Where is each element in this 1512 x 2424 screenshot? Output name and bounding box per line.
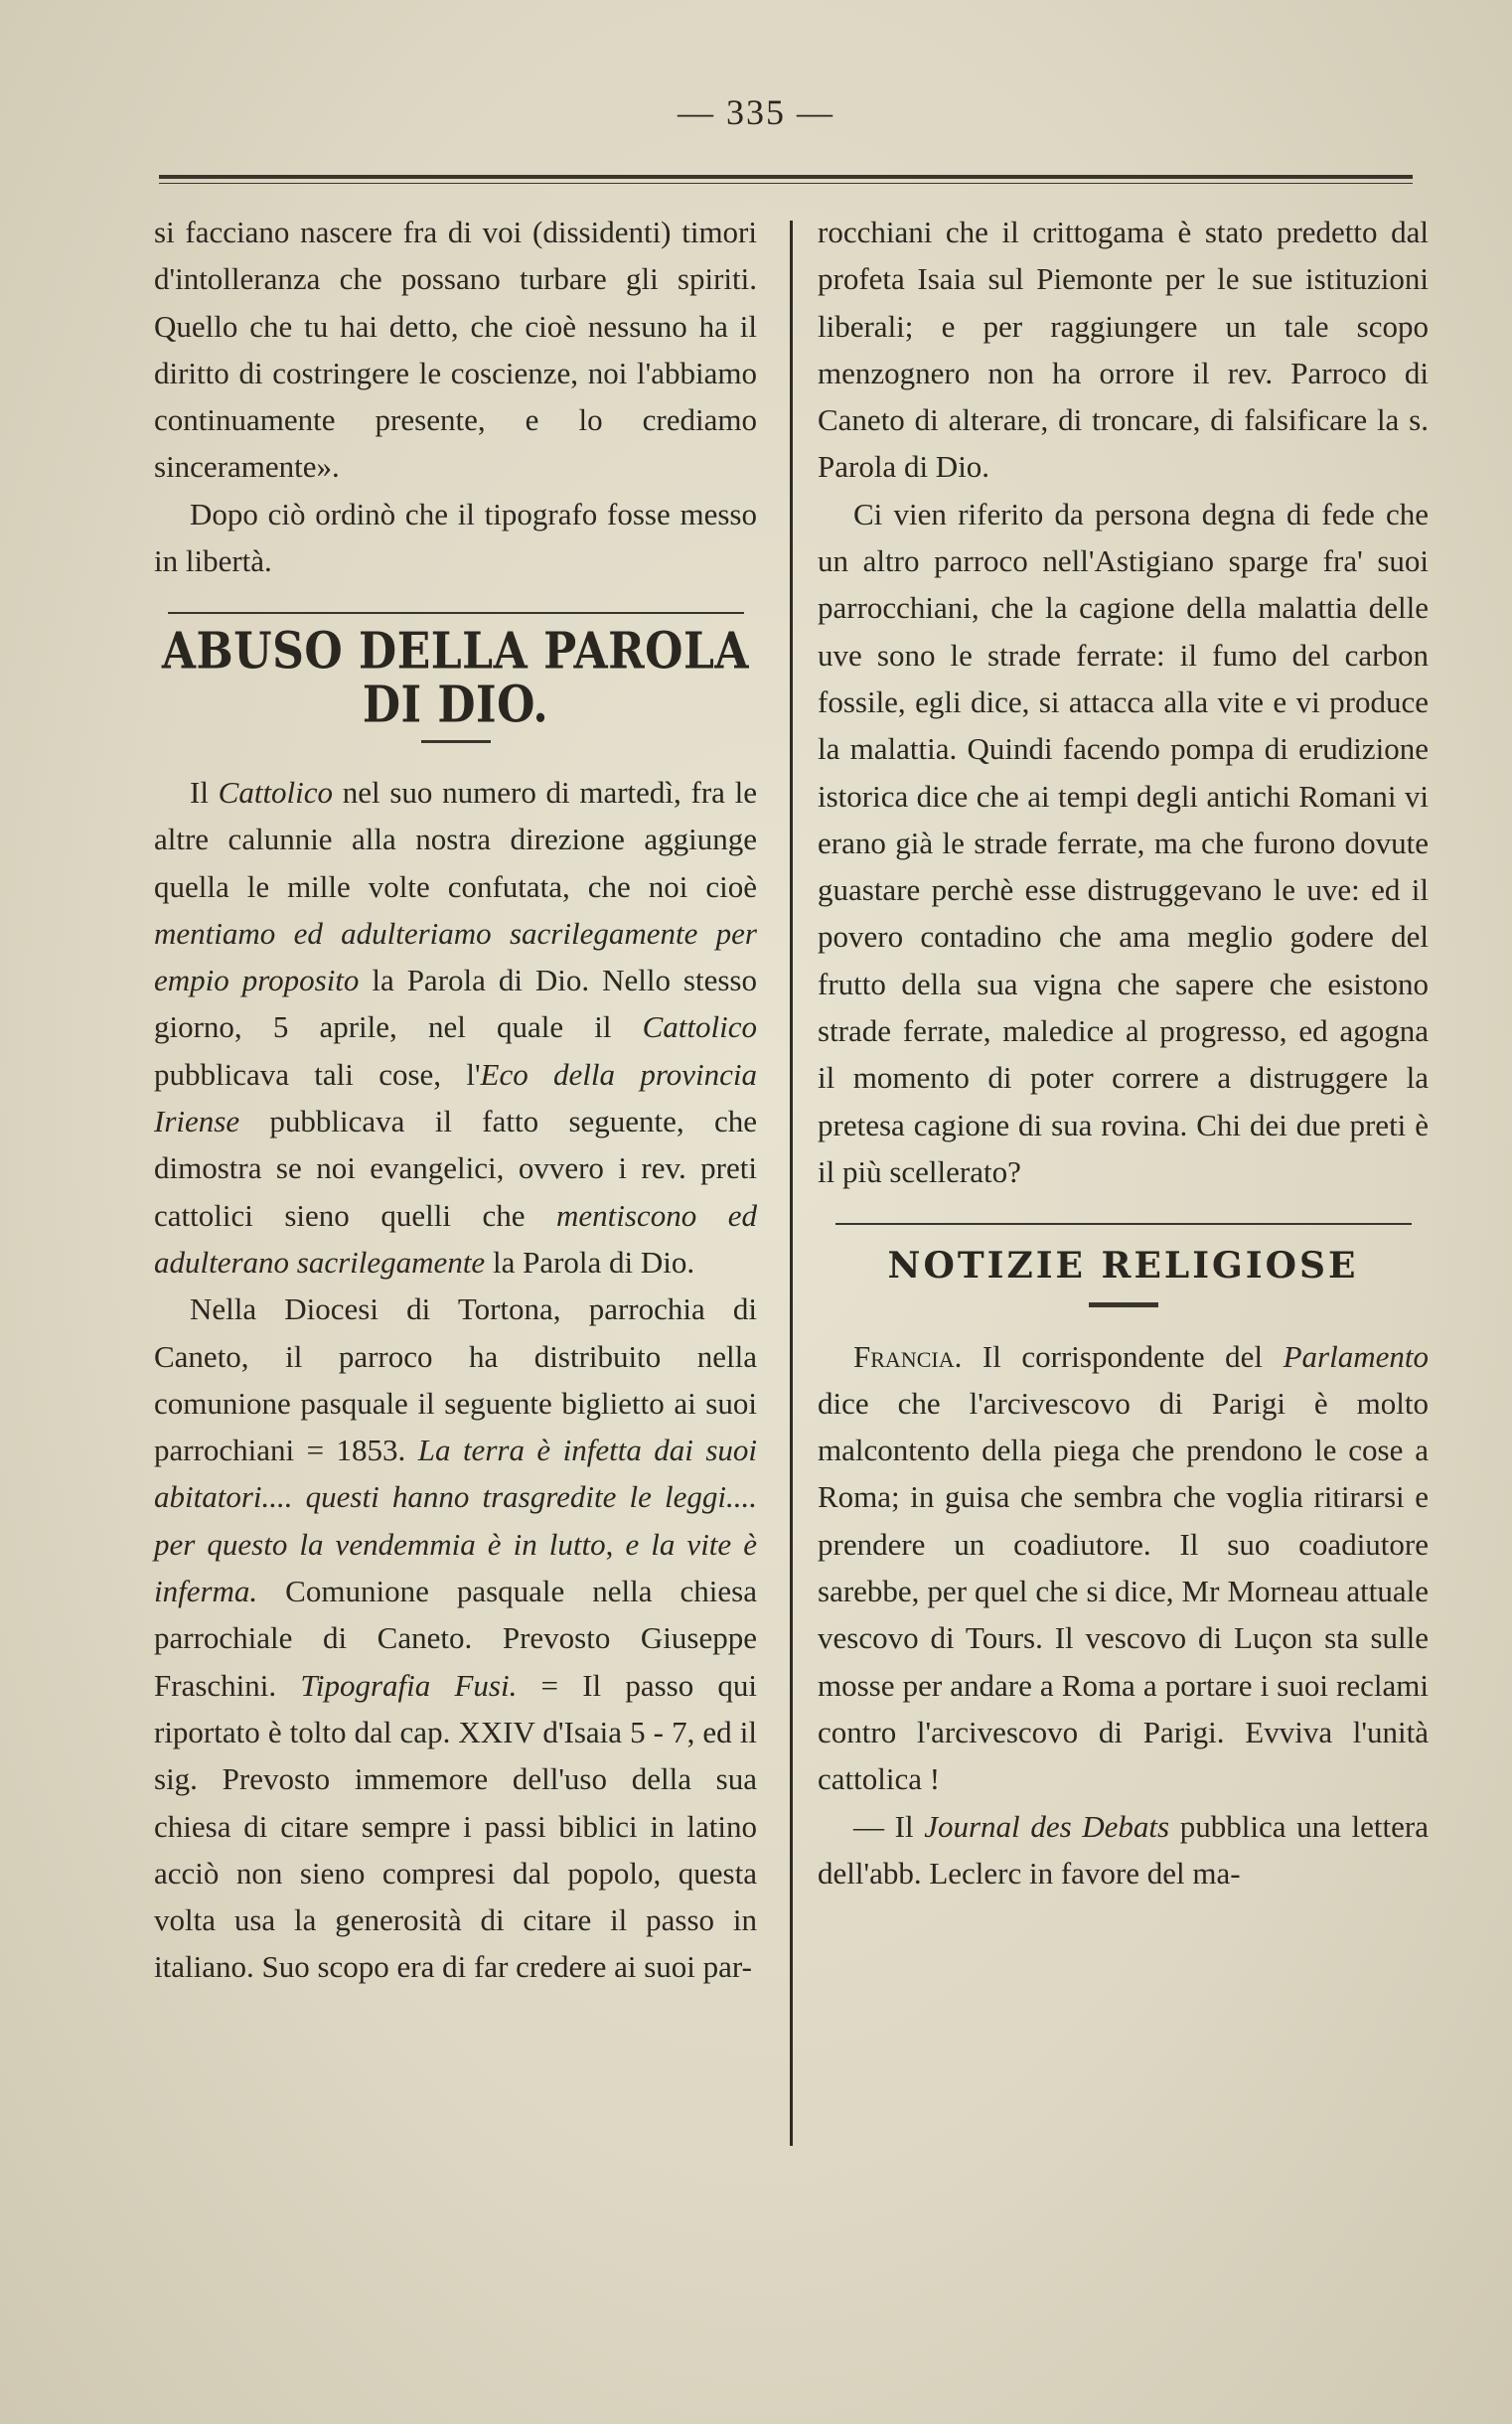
heading-abuso: ABUSO DELLA PAROLA DI DIO. [161,622,750,736]
right-column [818,209,1429,1896]
paragraph-astigiano: Ci vien riferito da persona degna di fede che un altro parroco nell'Astigiano sparge fra' suoi parrocchiani, che la cagione della malattia delle uve sono le strade ferrate: il fumo del carbon fossile, egli dice, si attacca alla vite e vi produce la malattia. Quindi facendo pompa di erudizione istorica dice che ai tempi degli antichi Romani vi erano già le strade ferrate, ma che furono dovute guastare perchè esse distruggevano le uve: ed il povero contadino che ama meglio godere del frutto della sua vigna che sapere che esistono strade ferrate, maledice al progresso, ed agogna il momento di poter correre a distruggere la pretesa cagione di sua rovina. Chi dei due preti è il più scellerato? [818,496,1429,1189]
paragraph-rocchiani: rocchiani che il crittogama è stato predetto dal profeta Isaia sul Piemonte per le sue istituzioni liberali; e per raggiungere un tale scopo menzognero non ha orrore il rev. Parroco di Caneto di alterare, di troncare, di falsificare la s. Parola di Dio. [818,215,1429,485]
section-rule [168,612,744,614]
header-rule [159,175,1413,184]
paragraph-journal: — Il Journal des Debats pubblica una lettera dell'abb. Leclerc in favore del ma- [818,1808,1429,1891]
heading-notizie: NOTIZIE RELIGIOSE [887,1245,1359,1288]
paragraph-cattolico: Il Cattolico nel suo numero di martedì, fra le altre calunnie alla nostra direzione aggiunge quella le mille volte confutata, che noi cioè mentiamo ed adulteriamo sacrilegamente per empio proposito la Parola di Dio. Nello stesso giorno, 5 aprile, nel quale il Cattolico pubblicava tali cose, l'Eco della provincia Iriense pubblicava il fatto seguente, che dimostra se noi evangelici, ovvero i rev. preti cattolici sieno quelli che mentiscono ed adulterano sacrilegamente la Parola di Dio. [154,774,758,1280]
paragraph-tortona: Nella Diocesi di Tortona, parrochia di Caneto, il parroco ha distribuito nella comunione pasquale il seguente biglietto ai suoi parrochiani = 1853. La terra è infetta dai suoi abitatori.... questi hanno trasgredite le leggi.... per questo la vendemmia è in lutto, e la vite è inferma. Comunione pasquale nella chiesa parrochiale di Caneto. Prevosto Giuseppe Fraschini. Tipografia Fusi. = Il passo qui riportato è tolto dal cap. XXIV d'Isaia 5 - 7, ed il sig. Prevosto immemore dell'uso della sua chiesa di citare sempre i passi biblici in latino acciò non sieno compresi dal popolo, questa volta usa la generosità di citare il passo in italiano. Suo scopo era di far credere ai suoi par- [154,1291,758,1985]
paragraph-tipografo: Dopo ciò ordinò che il tipografo fosse messo in libertà. [154,496,757,579]
page-number: — 335 — [678,92,834,132]
section-rule [835,1223,1412,1225]
paragraph-continued: si facciano nascere fra di voi (dissidenti) timori d'intolleranza che possano turbare gli spiriti. Quello che tu hai detto, che cioè nessuno ha il diritto di costringere le coscienze, noi l'abbiamo continuamente presente, e lo crediamo sinceramente». [154,215,757,485]
paragraph-francia: Francia. Il corrispondente del Parlamento dice che l'arcivescovo di Parigi è molto malcontento della piega che prendono le cose a Roma; in guisa che sembra che voglia ritirarsi e prendere un coadiutore. Il suo coadiutore sarebbe, per quel che si dice, Mr Morneau attuale vescovo di Tours. Il vescovo di Luçon sta sulle mosse per andare a Roma a portare i suoi reclami contro l'arcivescovo di Parigi. Evviva l'unità cattolica ! [818,1338,1429,1797]
left-column [154,209,757,1991]
column-divider [790,221,793,2146]
